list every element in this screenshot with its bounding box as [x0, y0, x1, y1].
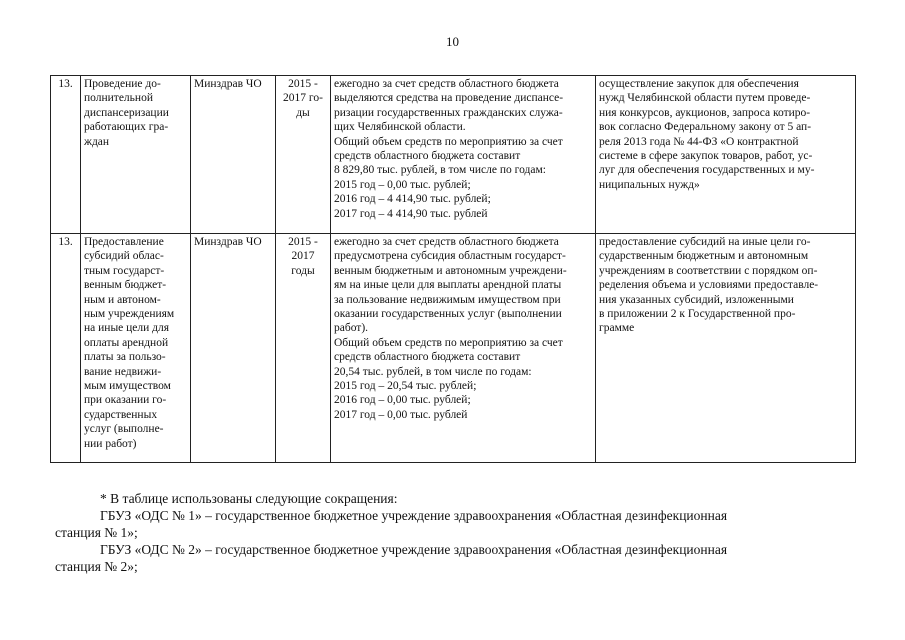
- row-number: 13.: [51, 234, 81, 463]
- description-cell: ежегодно за счет средств областного бюджета предусмотрена субсидия областным государст- венным бюджетным и автономным учреждени- ям на иные цели для выплаты арендной платы за пользование недвижимым имуществом при оказании государственных услуг (выполнении работ). Общий объем средств по мероприятию за счет средств областного бюджета составит 20,54 тыс. рублей, в том числе по годам: 2015 год – 20,54 тыс. рублей; 2016 год – 0,00 тыс. рублей; 2017 год – 0,00 тыс. рублей: [331, 234, 596, 463]
- description-cell: ежегодно за счет средств областного бюджета выделяются средства на проведение диспансе- ризации государственных гражданских служа- щих Челябинской области. Общий объем средств по мероприятию за счет средств областного бюджета составит 8 829,80 тыс. рублей, в том числе по годам: 2015 год – 0,00 тыс. рублей; 2016 год – 4 414,90 тыс. рублей; 2017 год – 4 414,90 тыс. рублей: [331, 76, 596, 234]
- executor-cell: Минздрав ЧО: [191, 234, 276, 463]
- measure-name-cell: Проведение до- полнительной диспансеризации работающих гра- ждан: [81, 76, 191, 234]
- abbreviation-ods-2: ГБУЗ «ОДС № 2» – государственное бюджетное учреждение здравоохранения «Областная дезинфекционная: [100, 542, 728, 557]
- page-number: 10: [446, 34, 459, 49]
- footnote: [55, 490, 850, 575]
- footnote-intro: * В таблице использованы следующие сокращения:: [100, 491, 398, 506]
- row-number: 13.: [51, 76, 81, 234]
- abbreviation-ods-1: ГБУЗ «ОДС № 1» – государственное бюджетное учреждение здравоохранения «Областная дезинфекционная: [100, 508, 728, 523]
- table-row: [51, 76, 856, 234]
- table-row: [51, 234, 856, 463]
- abbreviation-ods-1-cont: станция № 1»;: [55, 525, 138, 540]
- years-cell: 2015 - 2017 го- ды: [276, 76, 331, 234]
- measure-name-cell: Предоставление субсидий облас- тным государст- венным бюджет- ным и автоном- ным учреждениям на иные цели для оплаты арендной платы за пользо- вание недвижи- мым имуществом при оказании го- сударственных услуг (выполне- нии работ): [81, 234, 191, 463]
- years-cell: 2015 - 2017 годы: [276, 234, 331, 463]
- program-measures-table: [50, 75, 856, 463]
- mechanism-cell: предоставление субсидий на иные цели го- сударственным бюджетным и автономным учреждениям в соответствии с порядком оп- ределения объема и условиями предоставле- ния указанных субсидий, изложенными в приложении 2 к Государственной про- грамме: [596, 234, 856, 463]
- mechanism-cell: осуществление закупок для обеспечения нужд Челябинской области путем проведе- ния конкурсов, аукционов, запроса котиро- вок согласно Федеральному закону от 5 ап- реля 2013 года № 44-ФЗ «О контрактной системе в сфере закупок товаров, работ, ус- луг для обеспечения государственных и му- ниципальных нужд»: [596, 76, 856, 234]
- abbreviation-ods-2-cont: станция № 2»;: [55, 559, 138, 574]
- executor-cell: Минздрав ЧО: [191, 76, 276, 234]
